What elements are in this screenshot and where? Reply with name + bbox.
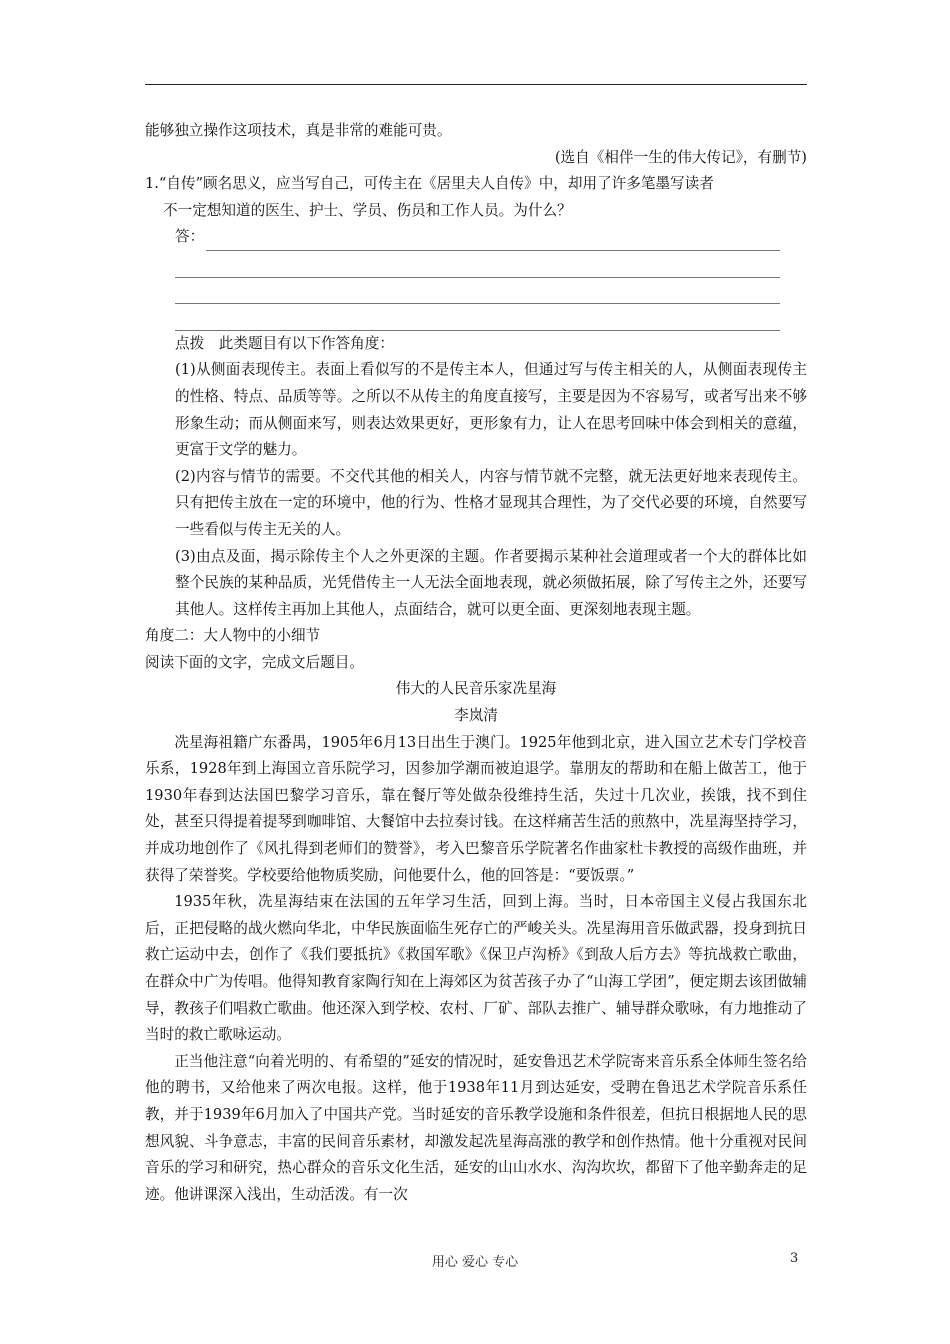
page-content	[145, 118, 807, 1208]
reading-instruction: 阅读下面的文字，完成文后题目。	[145, 653, 364, 671]
section-heading: 角度二：大人物中的小细节	[145, 627, 321, 645]
article-author: 李岚清	[454, 707, 498, 725]
tip-point-3: (3)由点及面，揭示除传主个人之外更深的主题。作者要揭示某种社会道理或者一个大的群体比如整个民族的某种品质，光凭借传主一人无法全面地表现，就必须做拓展，除了写传主之外，还要写其他人。这样传主再加上其他人，点面结合，就可以更全面、更深刻地表现主题。	[175, 547, 807, 618]
answer-row-1	[175, 224, 807, 251]
answer-blank-line[interactable]	[175, 287, 780, 304]
answer-row-3	[175, 278, 807, 305]
article-paragraph-1: 冼星海祖籍广东番禺，1905年6月13日出生于澳门。1925年他到北京，进入国立艺术专门学校音乐系，1928年到上海国立音乐院学习，因参加学潮而被迫退学。靠朋友的帮助和在船上做苦工，他于1930年春到达法国巴黎学习音乐，靠在餐厅等处做杂役维持生活，失过十几次业，挨饿，找不到住处，甚至只得提着提琴到咖啡馆、大餐馆中去拉奏讨钱。在这样痛苦生活的煎熬中，冼星海坚持学习，并成功地创作了《风扎得到老师们的赞誉》，考入巴黎音乐学院著名作曲家杜卡教授的高级作曲班，并获得了荣誉奖。学校要给他物质奖励，问他要什么，他的回答是：“要饭票。”	[145, 733, 807, 884]
answer-area	[145, 224, 807, 330]
tip-point-1: (1)从侧面表现传主。表面上看似写的不是传主本人，但通过写与传主相关的人，从侧面表现传主的性格、特点、品质等等。之所以不从传主的角度直接写，主要是因为不容易写，或者写出来不够形象生动；而从侧面来写，则表达效果更好，更形象有力，让人在思考回味中体会到相关的意蕴，更富于文学的魅力。	[175, 361, 807, 459]
article-paragraph-3: 正当他注意“向着光明的、有希望的”延安的情况时，延安鲁迅艺术学院寄来音乐系全体师生签名给他的聘书，又给他来了两次电报。这样，他于1938年11月到达延安，受聘在鲁迅艺术学院音乐系任教，并于1939年6月加入了中国共产党。当时延安的音乐教学设施和条件很差，但抗日根据地人民的思想风貌、斗争意志，丰富的民间音乐素材，却激发起冼星海高涨的教学和创作热情。他十分重视对民间音乐的学习和研究，热心群众的音乐文化生活，延安的山山水水、沟沟坎坎，都留下了他辛勤奔走的足迹。他讲课深入浅出，生动活泼。有一次	[145, 1052, 807, 1203]
answer-row-4	[175, 304, 807, 331]
question-1-line-2: 不一定想知道的医生、护士、学员、伤员和工作人员。为什么？	[163, 201, 572, 219]
answer-label: 答：	[175, 228, 205, 246]
answer-blank-line[interactable]	[175, 261, 780, 278]
answer-row-2	[175, 251, 807, 278]
tip-heading: 点拨 此类题目有以下作答角度：	[175, 334, 394, 352]
article-title: 伟大的人民音乐家冼星海	[395, 680, 557, 698]
tip-point-2: (2)内容与情节的需要。不交代其他的相关人，内容与情节就不完整，就无法更好地来表现传主。只有把传主放在一定的环境中，他的行为、性格才显现其合理性，为了交代必要的环境，自然要写一些看似与传主无关的人。	[175, 467, 807, 538]
source-citation: (选自《相伴一生的伟大传记》，有删节)	[554, 148, 807, 166]
article-paragraph-2: 1935年秋，冼星海结束在法国的五年学习生活，回到上海。当时，日本帝国主义侵占我国东北后，正把侵略的战火燃向华北，中华民族面临生死存亡的严峻关头。冼星海用音乐做武器，投身到抗日救亡运动中去，创作了《我们要抵抗》《救国军歌》《保卫卢沟桥》《到敌人后方去》等抗战救亡歌曲，在群众中广为传唱。他得知教育家陶行知在上海郊区为贫苦孩子办了“山海工学团”，便定期去该团做辅导，教孩子们唱救亡歌曲。他还深入到学校、农村、厂矿、部队去推广、辅导群众歌咏，有力地推动了当时的救亡歌咏运动。	[145, 893, 807, 1044]
footer-slogan: 用心 爱心 专心	[431, 1255, 519, 1270]
page-number: 3	[790, 1251, 799, 1266]
tip-section	[145, 331, 807, 624]
question-1-line-1: 1.“自传”顾名思义，应当写自己，可传主在《居里夫人自传》中，却用了许多笔墨写读者	[145, 175, 714, 193]
answer-blank-line[interactable]	[175, 314, 780, 331]
answer-blank-line[interactable]	[206, 234, 780, 251]
header-rule	[145, 84, 807, 85]
continuation-line: 能够独立操作这项技术，真是非常的难能可贵。	[145, 122, 452, 139]
